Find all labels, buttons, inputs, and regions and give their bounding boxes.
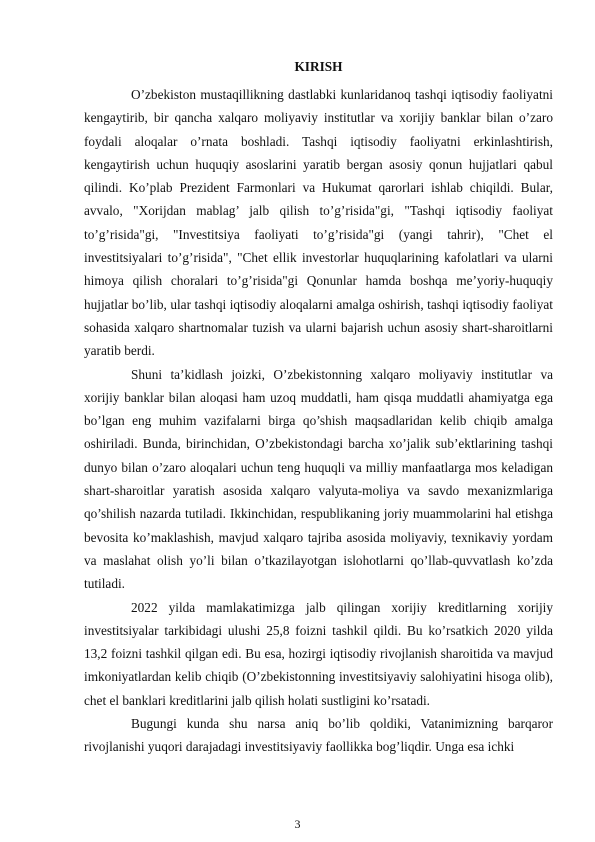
document-body bbox=[84, 56, 553, 759]
paragraph-legal-framework: O’zbekiston mustaqillikning dastlabki kunlaridanoq tashqi iqtisodiy faoliyatni kengaytirib, bir qancha xalqaro moliyaviy institutlar va xorijiy banklar bilan o’zaro foydali aloqalar o’rnata boshladi. Tashqi iqtisodiy faoliyatni erkinlashtirish, kengaytirish uchun huquqiy asoslarini yaratib bergan asosiy qonun hujjatlari qabul qilindi. Ko’plab Prezident Farmonlari va Hukumat qarorlari ishlab chiqildi. Bular, avvalo, "Xorijdan mablag’ jalb qilish to’g’risida"gi, "Tashqi iqtisodiy faoliyat to’g’risida"gi, "Investitsiya faoliyati to’g’risida"gi (yangi tahrir), "Chet el investitsiyalari to’g’risida", "Chet ellik investorlar huquqlarining kafolatlari va ularni himoya qilish choralari to’g’risida"gi Qonunlar hamda boshqa me’yoriy-huquqiy hujjatlar bo’lib, ular tashqi iqtisodiy aloqalarni amalga oshirish, tashqi iqtisodiy faoliyat sohasida xalqaro shartnomalar tuzish va ularni bajarish uchun asosiy shart-sharoitlarni yaratib berdi. bbox=[84, 87, 553, 359]
page-number: 3 bbox=[294, 817, 301, 831]
section-heading: KIRISH bbox=[294, 59, 343, 74]
paragraph-international-relations: Shuni ta’kidlash joizki, O’zbekistonning xalqaro moliyaviy institutlar va xorijiy banklar bilan aloqasi ham uzoq muddatli, ham qisqa muddatli ahamiyatga ega bo’lgan eng muhim vazifalarni birga qo’shish maqsadlaridan kelib chiqib amalga oshiriladi. Bunda, birinchidan, O’zbekistondagi barcha xo’jalik sub’ektlarining tashqi dunyo bilan o’zaro aloqalari uchun teng huquqli va milliy manfaatlarga mos keladigan shart-sharoitlar yaratish asosida xalqaro valyuta-moliya va savdo mexanizmlariga qo’shilish nazarda tutiladi. Ikkinchidan, respublikaning joriy muammolarini hal etishga bevosita ko’maklashish, mavjud xalqaro tajriba asosida moliyaviy, texnikaviy yordam va maslahat olish yo’li bilan o’tkazilayotgan islohotlarni qo’llab-quvvatlash ko’zda tutiladi. bbox=[84, 366, 553, 592]
paragraph-investment-activity: Bugungi kunda shu narsa aniq bo’lib qoldiki, Vatanimizning barqaror rivojlanishi yuqori darajadagi investitsiyaviy faollikka bog’liqdir. Unga esa ichki bbox=[84, 716, 553, 755]
paragraph-foreign-credits: 2022 yilda mamlakatimizga jalb qilingan xorijiy kreditlarning xorijiy investitsiyalar tarkibidagi ulushi 25,8 foizni tashkil qildi. Bu ko’rsatkich 2020 yilda 13,2 foizni tashkil qilgan edi. Bu esa, hozirgi iqtisodiy rivojlanish sharoitida va mavjud imkoniyatlardan kelib chiqib (O’zbekistonning investitsiyaviy salohiyatini hisoga olib), chet el banklari kreditlarini jalb qilish holati sustligini ko’rsatadi. bbox=[84, 599, 553, 708]
